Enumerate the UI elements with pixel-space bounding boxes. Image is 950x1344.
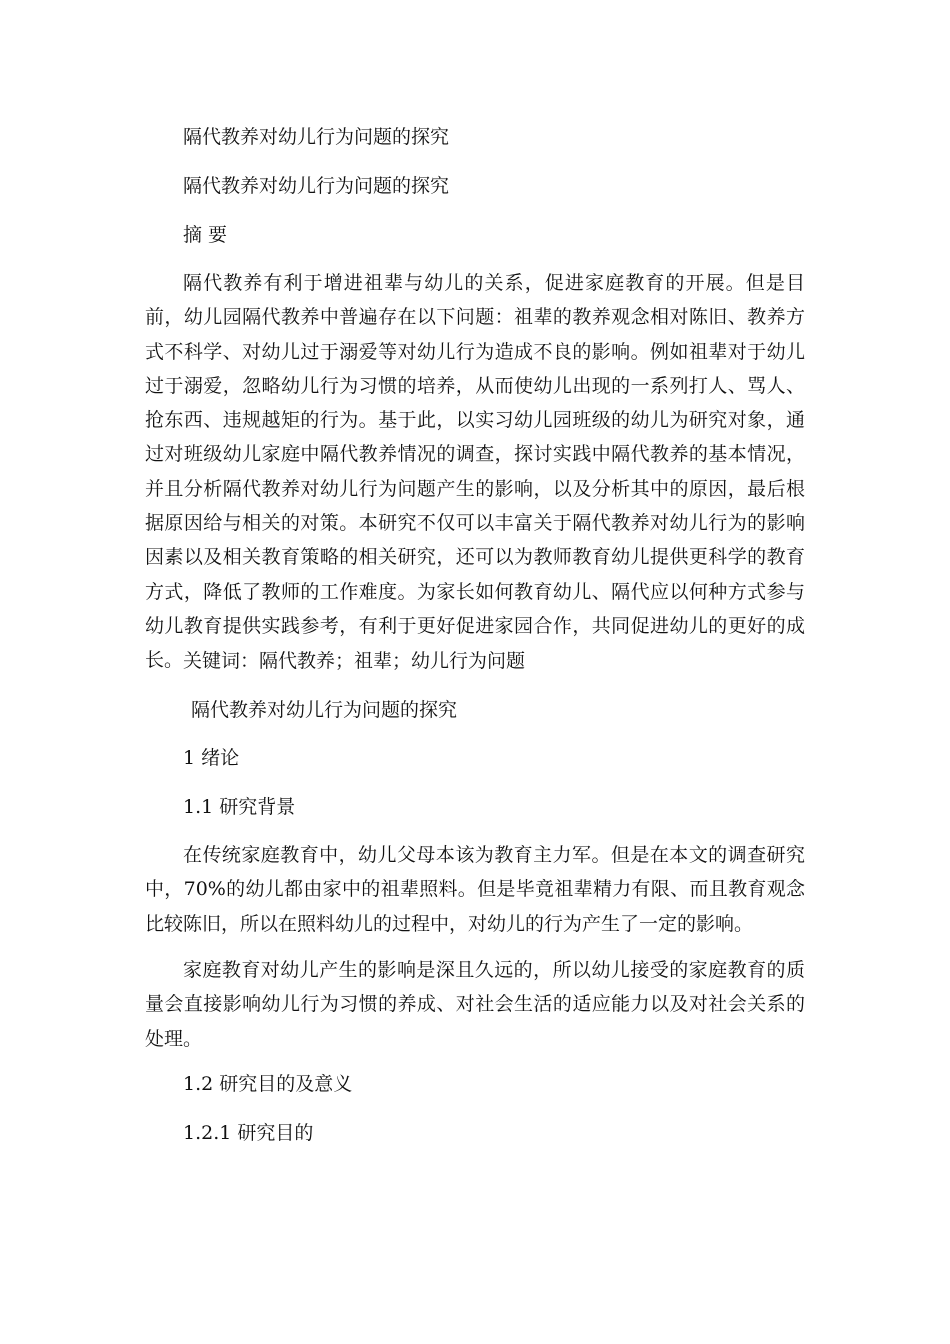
body-title: 隔代教养对幼儿行为问题的探究 [191, 699, 458, 721]
abstract-heading: 摘 要 [183, 224, 228, 246]
document-title: 隔代教养对幼儿行为问题的探究 [183, 126, 450, 148]
background-paragraph-2: 家庭教育对幼儿产生的影响是深且久远的，所以幼儿接受的家庭教育的质量会直接影响幼儿行为习惯的养成、对社会生活的适应能力以及对社会关系的处理。 [145, 959, 805, 1050]
background-paragraph-1: 在传统家庭教育中，幼儿父母本该为教育主力军。但是在本文的调查研究中，70%的幼儿都由家中的祖辈照料。但是毕竟祖辈精力有限、而且教育观念比较陈旧，所以在照料幼儿的过程中，对幼儿的行为产生了一定的影响。 [145, 844, 805, 935]
abstract-paragraph: 隔代教养有利于增进祖辈与幼儿的关系，促进家庭教育的开展。但是目前，幼儿园隔代教养中普遍存在以下问题：祖辈的教养观念相对陈旧、教养方式不科学、对幼儿过于溺爱等对幼儿行为造成不良的影响。例如祖辈对于幼儿过于溺爱，忽略幼儿行为习惯的培养，从而使幼儿出现的一系列打人、骂人、抢东西、违规越矩的行为。基于此，以实习幼儿园班级的幼儿为研究对象，通过对班级幼儿家庭中隔代教养情况的调查，探讨实践中隔代教养的基本情况，并且分析隔代教养对幼儿行为问题产生的影响，以及分析其中的原因，最后根据原因给与相关的对策。本研究不仅可以丰富关于隔代教养对幼儿行为的影响因素以及相关教育策略的相关研究，还可以为教师教育幼儿提供更科学的教育方式，降低了教师的工作难度。为家长如何教育幼儿、隔代应以何种方式参与幼儿教育提供实践参考，有利于更好促进家园合作，共同促进幼儿的更好的成长。 [145, 272, 805, 672]
section-heading-1-1: 1.1 研究背景 [183, 796, 296, 818]
keywords-line: 关键词：隔代教养；祖辈；幼儿行为问题 [183, 650, 526, 672]
section-heading-1-2-1: 1.2.1 研究目的 [183, 1122, 314, 1144]
section-heading-1: 1 绪论 [183, 747, 240, 769]
document-title-repeat: 隔代教养对幼儿行为问题的探究 [183, 175, 450, 197]
section-heading-1-2: 1.2 研究目的及意义 [183, 1073, 353, 1095]
